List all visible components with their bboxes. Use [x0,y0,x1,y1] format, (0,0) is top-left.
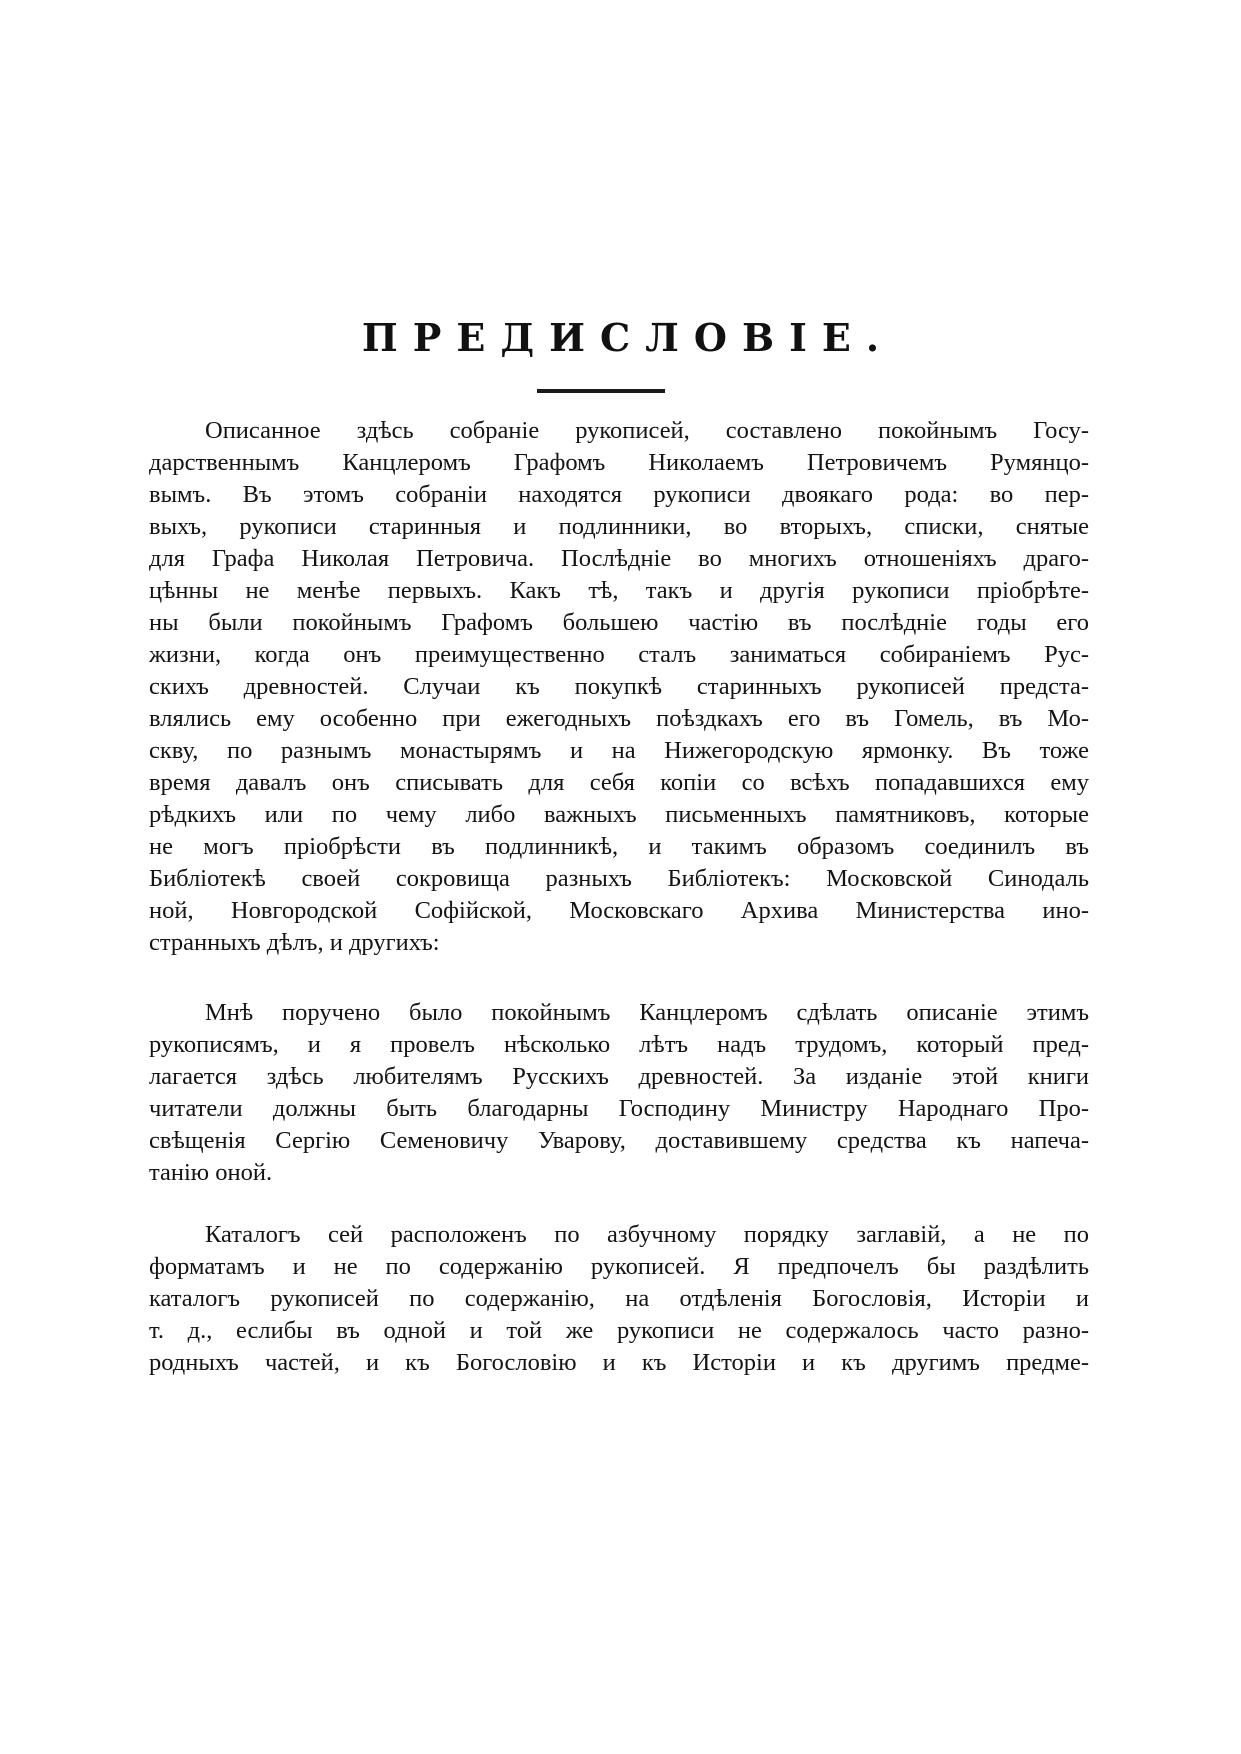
body-text [149,415,1089,1379]
paragraph-gap [149,1189,1089,1219]
text-line: вымъ. Въ этомъ собраніи находятся рукописи двоякаго рода: во пер- [149,481,1089,508]
title-divider [537,389,665,393]
text-line: не могъ пріобрѣсти въ подлинникѣ, и такимъ образомъ соединилъ въ [149,833,1089,860]
paragraph-2 [149,997,1089,1189]
text-line: родныхъ частей, и къ Богословію и къ Исторіи и къ другимъ предме- [149,1349,1089,1376]
page-title: ПРЕДИСЛОВІЕ. [361,315,895,360]
text-line: ной, Новгородской Софійской, Московскаго Архива Министерства ино- [149,897,1089,924]
text-line: странныхъ дѣлъ, и другихъ: [149,929,440,956]
text-line: свѣщенія Сергію Семеновичу Уварову, доставившему средства къ напеча- [149,1127,1089,1154]
paragraph-gap [149,959,1089,997]
text-line: каталогъ рукописей по содержанію, на отдѣленія Богословія, Исторіи и [149,1285,1089,1312]
text-line: ны были покойнымъ Графомъ большею частію въ послѣдніе годы его [149,609,1089,636]
text-line: Мнѣ поручено было покойнымъ Канцлеромъ сдѣлать описаніе этимъ [205,999,1089,1026]
text-line: т. д., еслибы въ одной и той же рукописи не содержалось часто разно- [149,1317,1089,1344]
text-line: для Графа Николая Петровича. Послѣдніе во многихъ отношеніяхъ драго- [149,545,1089,572]
text-line: жизни, когда онъ преимущественно сталъ заниматься собираніемъ Рус- [149,641,1089,668]
text-line: рѣдкихъ или по чему либо важныхъ письменныхъ памятниковъ, которые [149,801,1089,828]
text-line: читатели должны быть благодарны Господину Министру Народнаго Про- [149,1095,1089,1122]
paragraph-3 [149,1219,1089,1379]
text-line: рукописямъ, и я провелъ нѣсколько лѣтъ надъ трудомъ, который пред- [149,1031,1089,1058]
text-line: танію оной. [149,1159,273,1186]
text-line: Библіотекѣ своей сокровища разныхъ Библіотекъ: Московской Синодаль [149,865,1089,892]
text-line: скихъ древностей. Случаи къ покупкѣ старинныхъ рукописей предста- [149,673,1089,700]
text-line: выхъ, рукописи старинныя и подлинники, во вторыхъ, списки, снятые [149,513,1089,540]
text-line: время давалъ онъ списывать для себя копіи со всѣхъ попадавшихся ему [149,769,1089,796]
text-line: Описанное здѣсь собраніе рукописей, составлено покойнымъ Госу- [205,417,1089,444]
text-line: влялись ему особенно при ежегодныхъ поѣздкахъ его въ Гомель, въ Мо- [149,705,1089,732]
text-line: форматамъ и не по содержанію рукописей. Я предпочелъ бы раздѣлить [149,1253,1089,1280]
text-line: скву, по разнымъ монастырямъ и на Нижегородскую ярмонку. Въ тоже [149,737,1089,764]
text-line: цѣнны не менѣе первыхъ. Какъ тѣ, такъ и другія рукописи пріобрѣте- [149,577,1089,604]
text-line: Каталогъ сей расположенъ по азбучному порядку заглавій, а не по [205,1221,1089,1248]
text-line: лагается здѣсь любителямъ Русскихъ древностей. За изданіе этой книги [149,1063,1089,1090]
text-line: дарственнымъ Канцлеромъ Графомъ Николаемъ Петровичемъ Румянцо- [149,449,1089,476]
paragraph-1 [149,415,1089,959]
